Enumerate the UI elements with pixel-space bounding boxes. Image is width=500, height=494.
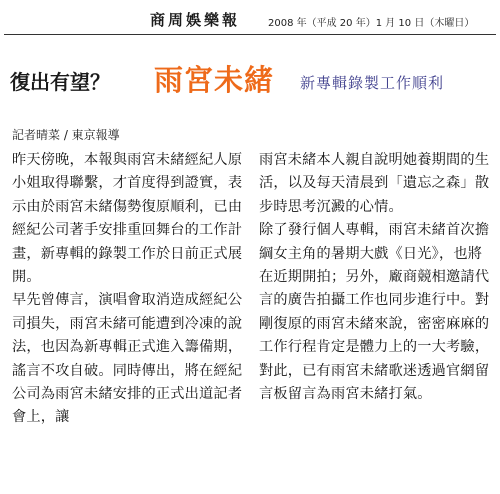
article-paragraph: 除了發行個人專輯，雨宮未緒首次擔綱女主角的暑期大戲《日光》，也將在近期開拍；另外，廠商競相邀請代言的廣告拍攝工作也同步進行中。對剛復原的雨宮未緒來說，密密麻麻的工作行程肯定是體力上的一大考驗，對此，已有雨宮未緒歌迷透過官網留言板留言為雨宮未緒打氣。: [259, 222, 490, 403]
headline-subhead: 新專輯錄製工作順利: [300, 74, 445, 92]
article-paragraph: 雨宮未緒本人親自說明她養期間的生活，以及每天清晨到「遺忘之森」散步時思考沉澱的心情。: [259, 152, 490, 215]
byline: 記者晴菜 / 東京報導: [12, 128, 120, 142]
newspaper-title: 商周娛樂報: [150, 11, 241, 29]
article-paragraph: 早先曾傳言，演唱會取消造成經紀公司損失，雨宮未緒可能遭到冷凍的說法，也因為新專輯正式進入籌備期，謠言不攻自破。同時傳出，將在經紀公司為雨宮未緒安排的正式出道記者會上，讓: [12, 292, 243, 426]
article-column-left: [12, 149, 248, 430]
article-paragraph: 昨天傍晚，本報與雨宮未緒經紀人原小姐取得聯繫，才首度得到證實，表示由於雨宮未緒傷勢復原順利，已由經紀公司著手安排重回舞台的工作計畫，新專輯的錄製工作於日前正式展開。: [12, 152, 243, 286]
headline: [0, 56, 500, 104]
headline-kicker: 復出有望？: [10, 70, 110, 94]
masthead-rule: [4, 34, 496, 35]
headline-name: 雨宮未緒: [154, 63, 275, 97]
issue-date: 2008 年（平成 20 年）1 月 10 日（木曜日）: [268, 18, 475, 29]
masthead: [0, 0, 500, 36]
article-column-right: [259, 149, 495, 406]
